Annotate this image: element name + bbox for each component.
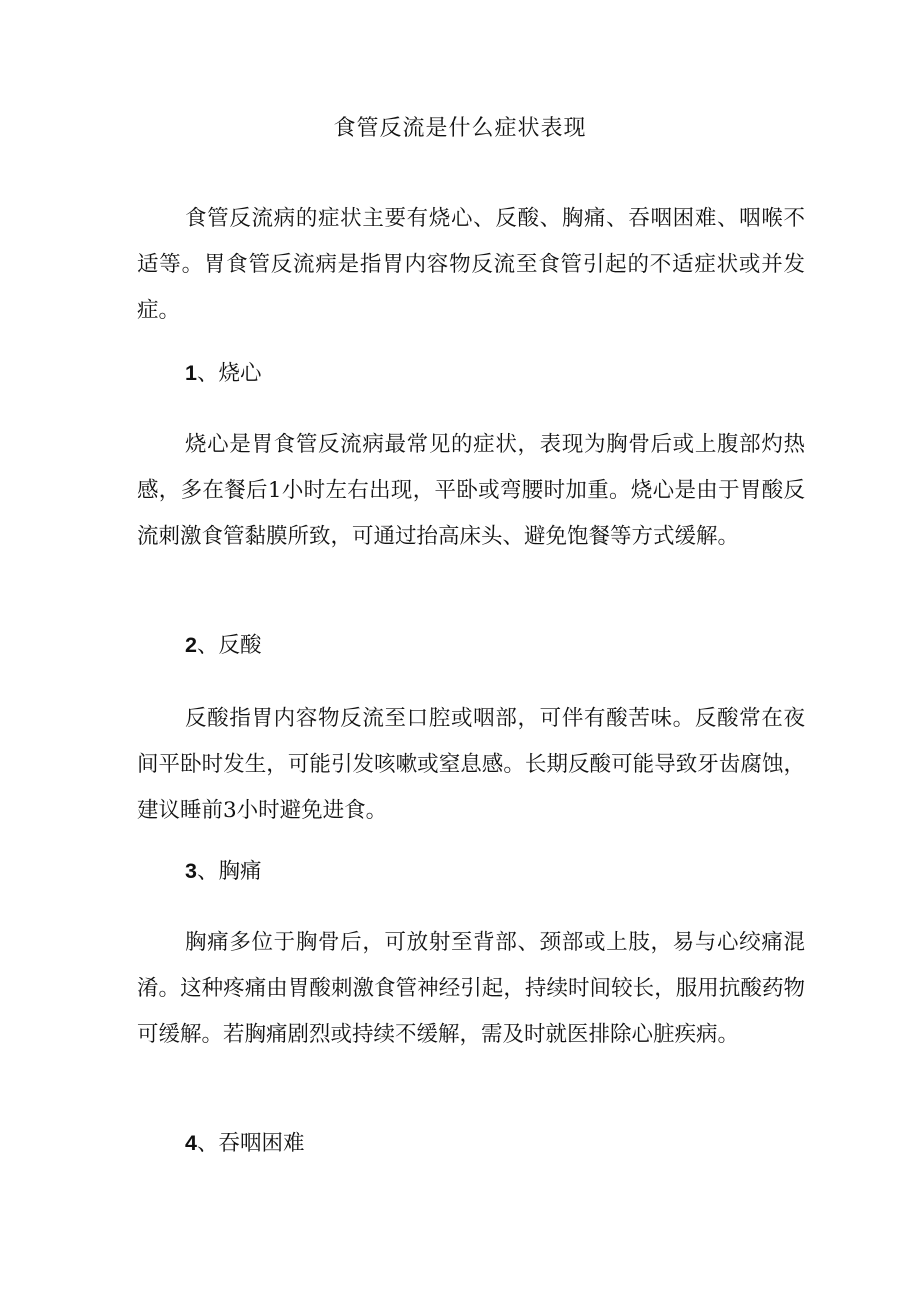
document-title: 食管反流是什么症状表现 xyxy=(333,116,587,141)
intro-paragraph: 食管反流病的症状主要有烧心、反酸、胸痛、吞咽困难、咽喉不适等。胃食管反流病是指胃内容物反流至食管引起的不适症状或并发症。 xyxy=(137,206,805,323)
section-title: 、烧心 xyxy=(196,361,262,386)
section-heading-4 xyxy=(185,1128,304,1159)
section-number: 2 xyxy=(185,633,197,657)
section-title: 、胸痛 xyxy=(196,859,262,884)
section-body-3: 胸痛多位于胸骨后，可放射至背部、颈部或上肢，易与心绞痛混淆。这种疼痛由胃酸刺激食管神经引起，持续时间较长，服用抗酸药物可缓解。若胸痛剧烈或持续不缓解，需及时就医排除心脏疾病。 xyxy=(137,930,805,1047)
section-number: 3 xyxy=(185,859,197,883)
section-title: 、吞咽困难 xyxy=(196,1131,305,1156)
section-body-2: 反酸指胃内容物反流至口腔或咽部，可伴有酸苦味。反酸常在夜间平卧时发生，可能引发咳嗽或窒息感。长期反酸可能导致牙齿腐蚀，建议睡前3小时避免进食。 xyxy=(137,706,805,823)
section-heading-1 xyxy=(185,358,261,389)
section-number: 1 xyxy=(185,361,197,385)
section-heading-2 xyxy=(185,630,261,661)
section-body-1: 烧心是胃食管反流病最常见的症状，表现为胸骨后或上腹部灼热感，多在餐后1小时左右出现，平卧或弯腰时加重。烧心是由于胃酸反流刺激食管黏膜所致，可通过抬高床头、避免饱餐等方式缓解。 xyxy=(137,432,805,549)
section-heading-3 xyxy=(185,856,261,887)
section-title: 、反酸 xyxy=(196,633,262,658)
section-number: 4 xyxy=(185,1131,197,1155)
